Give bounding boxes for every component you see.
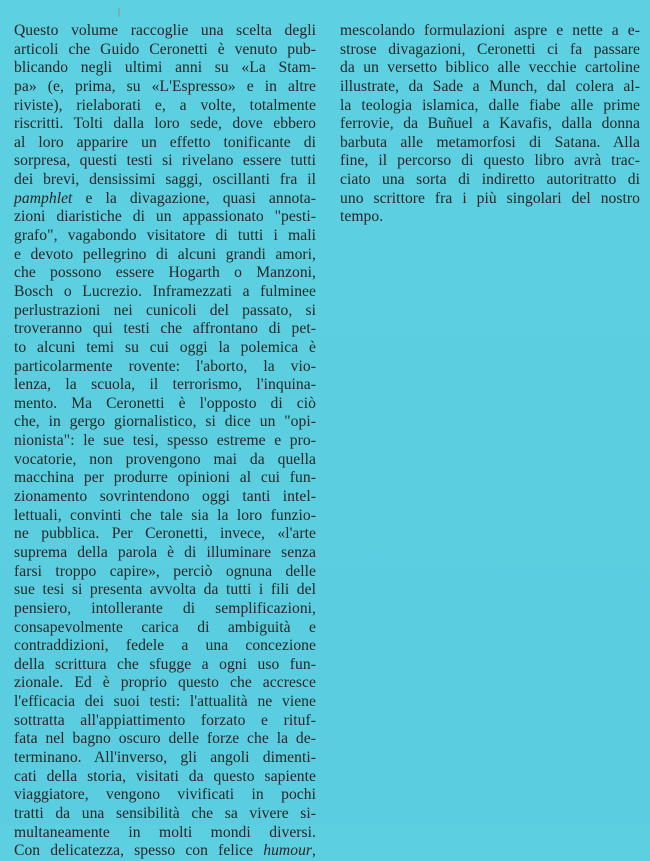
- text-line: [14, 190, 316, 209]
- text-line: barbuta alle metamorfosi di Satana. Alla: [340, 133, 640, 151]
- text-line: strose divagazioni, Ceronetti ci fa passare: [340, 40, 640, 58]
- text-line: ciato una sorta di indiretto autoritratto di: [340, 171, 640, 189]
- text-line: la teologia islamica, dalle fiabe alle prime: [340, 96, 640, 114]
- text-line: zionale. Ed è proprio questo che accresce: [14, 674, 316, 692]
- text-line: pensiero, intollerante di semplificazioni,: [14, 599, 316, 617]
- text-run: Con delicatezza, spesso con felice: [14, 842, 264, 860]
- text-line: suprema della parola è di illuminare senza: [14, 543, 316, 561]
- text-line: viaggiatore, vengono vivificati in pochi: [14, 786, 316, 804]
- text-line: cati della storia, visitati da questo sapiente: [14, 767, 316, 785]
- text-line: multaneamente in molti mondi diversi.: [14, 823, 316, 841]
- text-line: macchina per produrre opinioni al cui fun-: [14, 469, 316, 487]
- text-line: troveranno qui testi che affrontano di pet-: [14, 320, 316, 338]
- text-line: nionista": le sue tesi, spesso estreme e pro-: [14, 432, 316, 450]
- text-line: mento. Ma Ceronetti è l'opposto di ciò: [14, 394, 316, 412]
- text-line: sottratta all'appiattimento forzato e rituf-: [14, 711, 316, 729]
- text-line: articoli che Guido Ceronetti è venuto pub-: [14, 40, 316, 58]
- italic-term-humour: humour: [263, 842, 313, 860]
- text-line: mescolando formulazioni aspre e nette a e-: [340, 22, 640, 39]
- text-line: dei brevi, densissimi saggi, oscillanti fra il: [14, 171, 316, 189]
- text-line: [14, 842, 316, 861]
- text-run: ,: [312, 842, 316, 860]
- text-line: blicando negli ultimi anni su «La Stam-: [14, 59, 316, 77]
- text-line: e devoto pellegrino di alcuni grandi amori,: [14, 245, 316, 263]
- text-line: illustrate, da Sade a Munch, dal colera al-: [340, 77, 640, 95]
- text-line: l'efficacia dei suoi testi: l'attualità ne viene: [14, 693, 316, 711]
- text-line: vocatorie, non provengono mai da quella: [14, 450, 316, 468]
- text-line: ferrovie, da Buñuel a Kavafis, dalla donna: [340, 115, 640, 133]
- text-line: particolarmente rovente: l'aborto, la vio-: [14, 357, 316, 375]
- text-line: riscritti. Tolti dalla loro sede, dove ebbero: [14, 115, 316, 133]
- text-line: to alcuni temi su cui oggi la polemica è: [14, 338, 316, 356]
- text-line-final: tempo.: [340, 208, 384, 226]
- text-line: riviste), rielaborati e, a volte, totalmente: [14, 96, 316, 114]
- paper-speck: [118, 8, 120, 17]
- text-line: zionamento sovrintendono oggi tanti intel-: [14, 488, 316, 506]
- text-line: tratti da una sensibilità che sa vivere si-: [14, 804, 316, 822]
- text-line: consapevolmente carica di ambiguità e: [14, 618, 316, 636]
- text-line: che, in gergo giornalistico, si dice un "opi-: [14, 413, 316, 431]
- text-column-left: [14, 22, 316, 861]
- text-line: della scrittura che sfugge a ogni uso fun-: [14, 655, 316, 673]
- text-line: fata nel bagno oscuro delle forze che la de-: [14, 730, 316, 748]
- text-run: e la divagazione, quasi annota-: [72, 189, 316, 207]
- italic-term-pamphlet: pamphlet: [14, 189, 73, 207]
- text-line: Questo volume raccoglie una scelta degli: [14, 22, 316, 39]
- text-line: lenza, la scuola, il terrorismo, l'inquina-: [14, 376, 316, 394]
- text-line: uno scrittore fra i più singolari del nostro: [340, 189, 640, 207]
- text-line: terminano. All'inverso, gli angoli dimenti-: [14, 748, 316, 766]
- text-line: pa» (e, prima, su «L'Espresso» e in altre: [14, 77, 316, 95]
- text-line: sue tesi si presenta avvolta da tutti i fili del: [14, 581, 316, 599]
- text-line: grafo", vagabondo visitatore di tutti i mali: [14, 227, 316, 245]
- text-line: da un versetto biblico alle vecchie cartoline: [340, 59, 640, 77]
- text-line: lettuali, convinti che tale sia la loro funzio-: [14, 506, 316, 524]
- text-line: zioni diaristiche di un appassionato "pesti-: [14, 208, 316, 226]
- text-line: al loro apparire un effetto tonificante di: [14, 133, 316, 151]
- text-line: sorpresa, questi testi si rivelano essere tutti: [14, 152, 316, 170]
- text-line: che possono essere Hogarth o Manzoni,: [14, 264, 316, 282]
- text-line: ne pubblica. Per Ceronetti, invece, «l'arte: [14, 525, 316, 543]
- text-line: farsi troppo capire», perciò ognuna delle: [14, 562, 316, 580]
- text-line: fine, il percorso di questo libro avrà trac-: [340, 152, 640, 170]
- text-line: contraddizioni, fedele a una concezione: [14, 637, 316, 655]
- text-line: perlustrazioni nei cunicoli del passato, si: [14, 301, 316, 319]
- text-line: Bosch o Lucrezio. Inframezzati a fulminee: [14, 282, 316, 300]
- text-column-right: [340, 22, 640, 227]
